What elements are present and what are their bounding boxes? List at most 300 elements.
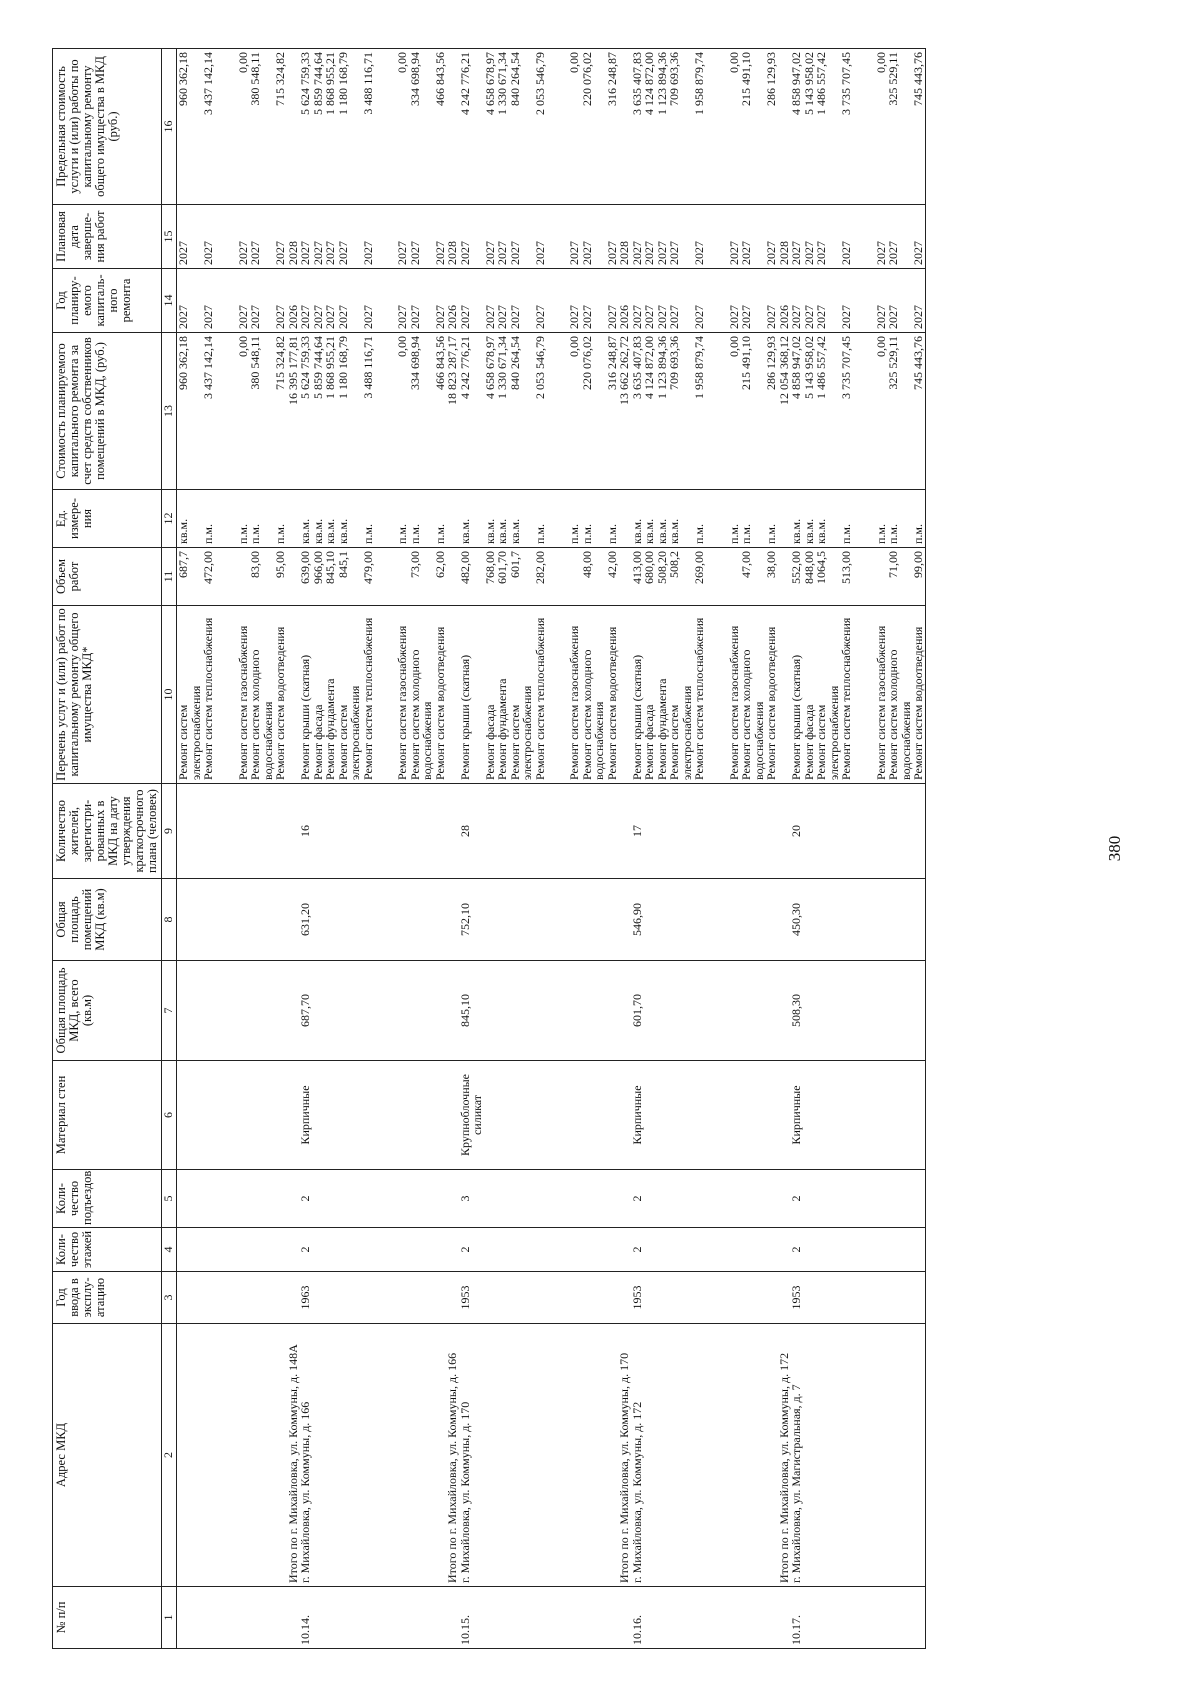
empty-cell	[765, 1061, 778, 1170]
premises-area: 546,90	[631, 879, 644, 961]
work-volume: 47,00	[740, 548, 765, 606]
repair-plan-table	[52, 48, 926, 1649]
empty-cell	[312, 1587, 325, 1649]
empty-cell	[740, 1324, 765, 1587]
entrances-count: 2	[299, 1170, 312, 1228]
work-cost: 1 180 168,79	[337, 333, 362, 490]
repair-year: 2027	[312, 269, 325, 333]
work-cost: 745 443,76	[912, 333, 925, 490]
repair-year: 2027	[324, 269, 337, 333]
measure-unit: п.м.	[728, 490, 741, 548]
empty-cell	[815, 1587, 840, 1649]
empty-cell	[534, 879, 547, 961]
work-type: Ремонт систем теплоснабжения	[362, 606, 375, 784]
empty-cell	[840, 1170, 853, 1228]
empty-cell	[509, 1587, 534, 1649]
empty-cell	[840, 1324, 853, 1587]
empty-cell	[534, 1272, 547, 1324]
empty-cell	[274, 784, 287, 879]
table-row	[484, 49, 497, 1649]
work-type: Ремонт систем газоснабжения	[728, 606, 741, 784]
work-cost: 709 693,36	[668, 333, 693, 490]
limit-cost: 715 324,82	[274, 49, 287, 205]
object-address: г. Михайловка, ул. Коммуны, д. 166	[299, 1324, 312, 1587]
work-volume: 601,7	[509, 548, 534, 606]
total-end-year: 2028	[778, 205, 791, 269]
empty-cell	[706, 606, 728, 784]
empty-cell	[177, 1272, 203, 1324]
empty-cell	[643, 784, 656, 879]
residents-count: 20	[790, 784, 803, 879]
empty-cell	[374, 49, 396, 205]
empty-cell	[656, 784, 669, 879]
empty-cell	[765, 1272, 778, 1324]
empty-cell	[853, 1170, 875, 1228]
table-row	[312, 49, 325, 1649]
work-volume: 71,00	[887, 548, 912, 606]
table-row	[409, 49, 434, 1649]
empty-cell	[606, 1587, 619, 1649]
empty-cell	[618, 784, 631, 879]
work-type: Ремонт крыши (скатная)	[459, 606, 484, 784]
empty-cell	[887, 1061, 912, 1170]
total-end-year: 2028	[287, 205, 300, 269]
object-number: 10.17.	[790, 1587, 803, 1649]
work-type: Ремонт систем водоотведения	[274, 606, 287, 784]
end-year: 2027	[631, 205, 644, 269]
table-row	[840, 49, 853, 1649]
empty-cell	[324, 1170, 337, 1228]
table-row	[656, 49, 669, 1649]
limit-cost: 316 248,87	[606, 49, 619, 205]
empty-cell	[215, 606, 237, 784]
empty-cell	[728, 1324, 741, 1587]
empty-cell	[374, 879, 396, 961]
empty-cell	[484, 1061, 497, 1170]
measure-unit: п.м.	[765, 490, 778, 548]
limit-cost: 745 443,76	[912, 49, 925, 205]
table-row	[249, 49, 274, 1649]
empty-cell	[706, 1228, 728, 1272]
work-volume: 1064,5	[815, 548, 840, 606]
empty-cell	[312, 961, 325, 1061]
table-row	[740, 49, 765, 1649]
empty-cell	[409, 1272, 434, 1324]
work-volume	[568, 548, 581, 606]
empty-cell	[446, 1061, 459, 1170]
end-year: 2027	[875, 205, 888, 269]
table-row	[668, 49, 693, 1649]
work-cost: 5 624 759,33	[299, 333, 312, 490]
empty-cell	[362, 961, 375, 1061]
empty-cell	[446, 1587, 459, 1649]
empty-cell	[337, 784, 362, 879]
empty-cell	[546, 961, 568, 1061]
empty-cell	[202, 1061, 215, 1170]
empty-cell	[434, 961, 447, 1061]
table-row	[853, 49, 875, 1649]
empty-cell	[446, 1170, 459, 1228]
empty-cell	[434, 1061, 447, 1170]
empty-cell	[446, 1228, 459, 1272]
column-number-cell: 16	[162, 49, 177, 205]
repair-year: 2027	[631, 269, 644, 333]
work-volume: 83,00	[249, 548, 274, 606]
empty-cell	[274, 1272, 287, 1324]
empty-cell	[237, 784, 250, 879]
empty-cell	[546, 1170, 568, 1228]
empty-cell	[374, 1228, 396, 1272]
empty-cell	[693, 879, 706, 961]
empty-cell	[765, 961, 778, 1061]
work-type: Ремонт крыши (скатная)	[790, 606, 803, 784]
empty-cell	[706, 1170, 728, 1228]
commission-year: 1963	[299, 1272, 312, 1324]
table-row	[631, 49, 644, 1649]
empty-cell	[706, 879, 728, 961]
empty-cell	[581, 1170, 606, 1228]
empty-cell	[534, 1061, 547, 1170]
empty-cell	[815, 961, 840, 1061]
work-cost: 1 330 671,34	[496, 333, 509, 490]
empty-cell	[581, 1228, 606, 1272]
empty-cell	[374, 205, 396, 269]
table-row	[534, 49, 547, 1649]
empty-cell	[534, 1324, 547, 1587]
repair-year: 2027	[534, 269, 547, 333]
limit-cost: 0,00	[568, 49, 581, 205]
empty-cell	[215, 490, 237, 548]
empty-cell	[546, 606, 568, 784]
repair-year: 2027	[459, 269, 484, 333]
empty-cell	[215, 269, 237, 333]
empty-cell	[546, 1228, 568, 1272]
repair-year: 2027	[815, 269, 840, 333]
empty-cell	[534, 1587, 547, 1649]
work-type: Ремонт систем газоснабжения	[396, 606, 409, 784]
empty-cell	[434, 1170, 447, 1228]
empty-cell	[177, 1228, 203, 1272]
empty-cell	[618, 1170, 631, 1228]
empty-cell	[396, 1324, 409, 1587]
table-row	[509, 49, 534, 1649]
table-row	[765, 49, 778, 1649]
empty-cell	[396, 1170, 409, 1228]
work-cost: 334 698,94	[409, 333, 434, 490]
empty-cell	[324, 1324, 337, 1587]
empty-cell	[337, 1170, 362, 1228]
measure-unit: кв.м.	[484, 490, 497, 548]
work-cost: 1 868 955,21	[324, 333, 337, 490]
empty-cell	[496, 879, 509, 961]
repair-year: 2027	[409, 269, 434, 333]
empty-cell	[656, 1228, 669, 1272]
empty-cell	[803, 879, 816, 961]
empty-cell	[274, 1324, 287, 1587]
table-row	[568, 49, 581, 1649]
column-number-cell: 9	[162, 784, 177, 879]
end-year: 2027	[668, 205, 693, 269]
empty-cell	[618, 961, 631, 1061]
table-row	[693, 49, 706, 1649]
empty-cell	[312, 784, 325, 879]
empty-cell	[618, 606, 631, 784]
work-type: Ремонт систем водоотведения	[606, 606, 619, 784]
empty-cell	[396, 1061, 409, 1170]
measure-unit: кв.м.	[803, 490, 816, 548]
empty-cell	[815, 1170, 840, 1228]
empty-cell	[912, 1228, 925, 1272]
limit-cost: 4 242 776,21	[459, 49, 484, 205]
empty-cell	[581, 1272, 606, 1324]
empty-cell	[312, 1061, 325, 1170]
table-row	[299, 49, 312, 1649]
work-cost: 466 843,56	[434, 333, 447, 490]
empty-cell	[362, 879, 375, 961]
empty-cell	[728, 1587, 741, 1649]
measure-unit: кв.м.	[177, 490, 203, 548]
empty-cell	[643, 1272, 656, 1324]
empty-cell	[362, 1272, 375, 1324]
header-cell: Перечень услуг и (или) работ по капитальному ремонту общего имущества МКД*	[53, 606, 162, 784]
work-cost: 1 486 557,42	[815, 333, 840, 490]
empty-cell	[706, 269, 728, 333]
empty-cell	[337, 1587, 362, 1649]
empty-cell	[887, 961, 912, 1061]
table-row	[362, 49, 375, 1649]
object-address: г. Михайловка, ул. Коммуны, д. 170	[459, 1324, 484, 1587]
repair-year: 2027	[606, 269, 619, 333]
empty-cell	[496, 1228, 509, 1272]
end-year: 2027	[237, 205, 250, 269]
empty-cell	[202, 1587, 215, 1649]
end-year: 2027	[324, 205, 337, 269]
empty-cell	[409, 1061, 434, 1170]
empty-cell	[274, 1587, 287, 1649]
measure-unit: п.м.	[434, 490, 447, 548]
measure-unit: кв.м.	[496, 490, 509, 548]
work-volume: 38,00	[765, 548, 778, 606]
empty-cell	[324, 879, 337, 961]
end-year: 2027	[496, 205, 509, 269]
entrances-count: 2	[790, 1170, 803, 1228]
empty-cell	[409, 961, 434, 1061]
empty-cell	[668, 879, 693, 961]
measure-unit: п.м.	[887, 490, 912, 548]
empty-cell	[668, 1324, 693, 1587]
work-type: Ремонт систем электроснабжения	[668, 606, 693, 784]
measure-unit: п.м.	[249, 490, 274, 548]
empty-cell	[693, 784, 706, 879]
end-year: 2027	[887, 205, 912, 269]
empty-cell	[374, 548, 396, 606]
limit-cost: 1 330 671,34	[496, 49, 509, 205]
empty-cell	[509, 879, 534, 961]
empty-cell	[728, 1272, 741, 1324]
work-cost: 3 488 116,71	[362, 333, 375, 490]
repair-year: 2027	[765, 269, 778, 333]
repair-year: 2027	[484, 269, 497, 333]
empty-cell	[765, 1587, 778, 1649]
empty-cell	[546, 548, 568, 606]
empty-cell	[374, 1061, 396, 1170]
end-year: 2027	[840, 205, 853, 269]
table-row	[815, 49, 840, 1649]
empty-cell	[324, 1061, 337, 1170]
empty-cell	[643, 961, 656, 1061]
work-type: Ремонт систем холодного водоснабжения	[740, 606, 765, 784]
empty-cell	[568, 879, 581, 961]
column-number-cell: 5	[162, 1170, 177, 1228]
empty-cell	[693, 1587, 706, 1649]
measure-unit: п.м.	[202, 490, 215, 548]
work-type: Ремонт фасада	[484, 606, 497, 784]
empty-cell	[546, 333, 568, 490]
work-cost: 1 958 879,74	[693, 333, 706, 490]
work-type: Ремонт крыши (скатная)	[631, 606, 644, 784]
empty-cell	[396, 961, 409, 1061]
object-address: г. Михайловка, ул. Коммуны, д. 172	[631, 1324, 644, 1587]
empty-cell	[215, 548, 237, 606]
empty-cell	[274, 1170, 287, 1228]
empty-cell	[446, 784, 459, 879]
end-year: 2027	[568, 205, 581, 269]
empty-cell	[803, 1170, 816, 1228]
page-number: 380	[1105, 835, 1124, 862]
measure-unit: кв.м.	[509, 490, 534, 548]
empty-cell	[887, 1272, 912, 1324]
empty-cell	[237, 1170, 250, 1228]
column-number-cell: 14	[162, 269, 177, 333]
empty-cell	[374, 1587, 396, 1649]
measure-unit: п.м.	[875, 490, 888, 548]
empty-cell	[362, 1324, 375, 1587]
work-cost: 715 324,82	[274, 333, 287, 490]
total-repair-year: 2026	[287, 269, 300, 333]
empty-cell	[853, 1228, 875, 1272]
empty-cell	[693, 1324, 706, 1587]
work-cost: 960 362,18	[177, 333, 203, 490]
measure-unit: кв.м.	[790, 490, 803, 548]
empty-cell	[618, 548, 631, 606]
empty-cell	[202, 1272, 215, 1324]
empty-cell	[215, 49, 237, 205]
work-volume: 508,2	[668, 548, 693, 606]
empty-cell	[668, 1272, 693, 1324]
empty-cell	[728, 1061, 741, 1170]
work-type: Ремонт систем газоснабжения	[568, 606, 581, 784]
residents-count: 17	[631, 784, 644, 879]
empty-cell	[546, 1272, 568, 1324]
total-label: Итого по г. Михайловка, ул. Коммуны, д. 166	[446, 1324, 459, 1587]
empty-cell	[534, 961, 547, 1061]
wall-material: Кирпичные	[631, 1061, 644, 1170]
header-cell: Материал стен	[53, 1061, 162, 1170]
work-type: Ремонт систем электроснабжения	[337, 606, 362, 784]
empty-cell	[484, 784, 497, 879]
work-volume: 48,00	[581, 548, 606, 606]
empty-cell	[728, 784, 741, 879]
empty-cell	[237, 1228, 250, 1272]
empty-cell	[887, 1170, 912, 1228]
measure-unit: кв.м.	[299, 490, 312, 548]
empty-cell	[618, 1061, 631, 1170]
work-cost: 316 248,87	[606, 333, 619, 490]
empty-cell	[202, 961, 215, 1061]
column-number-cell: 2	[162, 1324, 177, 1587]
work-cost: 380 548,11	[249, 333, 274, 490]
empty-cell	[840, 1061, 853, 1170]
empty-cell	[853, 49, 875, 205]
work-cost: 215 491,10	[740, 333, 765, 490]
limit-cost: 334 698,94	[409, 49, 434, 205]
limit-cost: 1 180 168,79	[337, 49, 362, 205]
empty-cell	[496, 1170, 509, 1228]
limit-cost: 0,00	[396, 49, 409, 205]
total-cost: 12 054 368,12	[778, 333, 791, 490]
empty-cell	[815, 1324, 840, 1587]
empty-cell	[237, 1272, 250, 1324]
work-cost: 2 053 546,79	[534, 333, 547, 490]
work-cost: 0,00	[237, 333, 250, 490]
work-cost: 5 859 744,64	[312, 333, 325, 490]
total-end-year: 2028	[446, 205, 459, 269]
empty-cell	[875, 1272, 888, 1324]
limit-cost: 2 053 546,79	[534, 49, 547, 205]
empty-cell	[803, 1272, 816, 1324]
work-cost: 4 858 947,02	[790, 333, 803, 490]
empty-cell	[740, 961, 765, 1061]
empty-cell	[643, 879, 656, 961]
empty-cell	[912, 1587, 925, 1649]
empty-cell	[546, 784, 568, 879]
end-year: 2027	[643, 205, 656, 269]
empty-cell	[215, 1061, 237, 1170]
total-area: 845,10	[459, 961, 484, 1061]
measure-unit: п.м.	[693, 490, 706, 548]
empty-cell	[581, 879, 606, 961]
repair-year: 2027	[887, 269, 912, 333]
total-repair-year: 2026	[618, 269, 631, 333]
empty-cell	[509, 1061, 534, 1170]
empty-cell	[840, 784, 853, 879]
work-type: Ремонт систем электроснабжения	[509, 606, 534, 784]
work-cost: 5 143 958,02	[803, 333, 816, 490]
work-type: Ремонт систем теплоснабжения	[202, 606, 215, 784]
empty-cell	[740, 1170, 765, 1228]
empty-cell	[643, 1170, 656, 1228]
table-row	[374, 49, 396, 1649]
repair-year: 2027	[434, 269, 447, 333]
empty-cell	[374, 606, 396, 784]
empty-cell	[446, 1272, 459, 1324]
limit-cost: 4 858 947,02	[790, 49, 803, 205]
empty-cell	[484, 1228, 497, 1272]
table-row	[912, 49, 925, 1649]
empty-cell	[840, 879, 853, 961]
empty-cell	[337, 1061, 362, 1170]
repair-year: 2027	[740, 269, 765, 333]
empty-cell	[706, 1324, 728, 1587]
work-type: Ремонт систем холодного водоснабжения	[887, 606, 912, 784]
table-row	[202, 49, 215, 1649]
empty-cell	[177, 1061, 203, 1170]
limit-cost: 3 735 707,45	[840, 49, 853, 205]
empty-cell	[765, 879, 778, 961]
empty-cell	[409, 1324, 434, 1587]
object-number: 10.15.	[459, 1587, 484, 1649]
repair-year: 2027	[274, 269, 287, 333]
